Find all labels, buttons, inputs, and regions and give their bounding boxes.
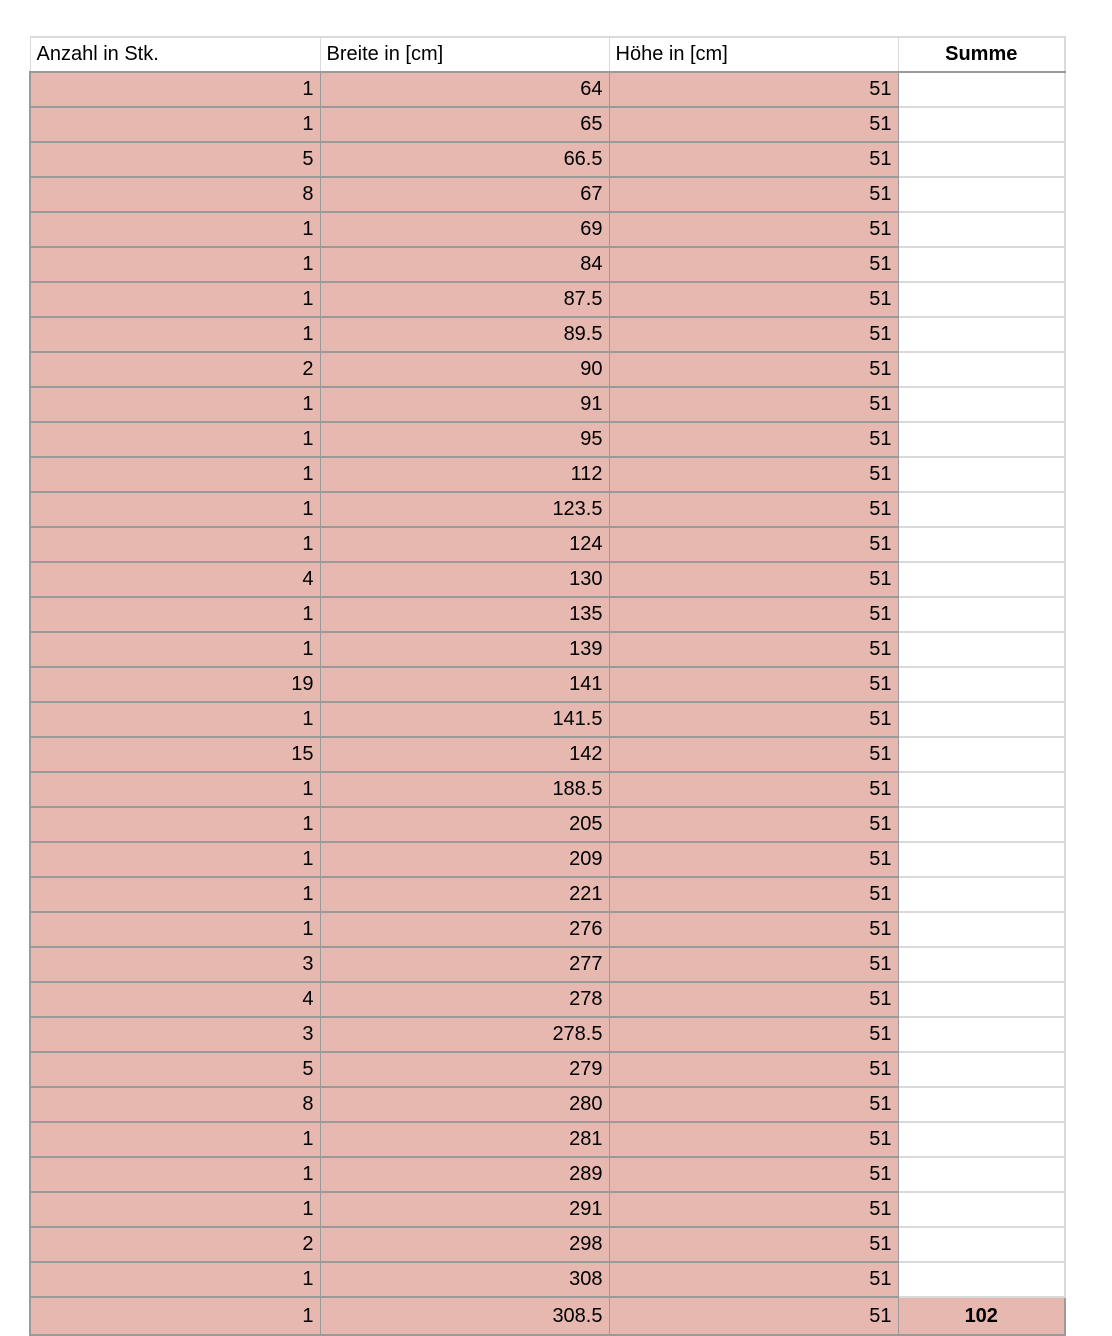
anzahl-cell[interactable]: 19: [30, 667, 320, 702]
table-row: [30, 1192, 1065, 1227]
anzahl-cell[interactable]: 1: [30, 632, 320, 667]
hoehe-cell[interactable]: 51: [609, 422, 898, 457]
breite-cell[interactable]: 308.5: [320, 1297, 609, 1335]
summe-cell[interactable]: [898, 247, 1065, 282]
hoehe-cell[interactable]: 51: [609, 597, 898, 632]
breite-cell[interactable]: 123.5: [320, 492, 609, 527]
summe-cell[interactable]: [898, 1052, 1065, 1087]
table-row: [30, 387, 1065, 422]
breite-cell[interactable]: 69: [320, 212, 609, 247]
anzahl-cell[interactable]: 3: [30, 1017, 320, 1052]
summe-cell[interactable]: [898, 597, 1065, 632]
hoehe-cell[interactable]: 51: [609, 1192, 898, 1227]
table-row: [30, 1157, 1065, 1192]
table-row: [30, 1262, 1065, 1297]
summe-cell[interactable]: [898, 702, 1065, 737]
summe-cell[interactable]: [898, 1192, 1065, 1227]
table-row: [30, 142, 1065, 177]
breite-cell[interactable]: 278.5: [320, 1017, 609, 1052]
summe-cell[interactable]: [898, 422, 1065, 457]
table-row: [30, 632, 1065, 667]
table-row: [30, 1297, 1065, 1335]
breite-cell[interactable]: 67: [320, 177, 609, 212]
breite-cell[interactable]: 142: [320, 737, 609, 772]
summe-cell[interactable]: [898, 1227, 1065, 1262]
anzahl-cell[interactable]: 1: [30, 107, 320, 142]
anzahl-cell[interactable]: 1: [30, 807, 320, 842]
summe-cell[interactable]: [898, 562, 1065, 597]
breite-cell[interactable]: 91: [320, 387, 609, 422]
table-row: [30, 72, 1065, 107]
breite-cell[interactable]: 65: [320, 107, 609, 142]
summe-cell[interactable]: [898, 107, 1065, 142]
breite-cell[interactable]: 112: [320, 457, 609, 492]
breite-cell[interactable]: 298: [320, 1227, 609, 1262]
table-row: [30, 457, 1065, 492]
summe-cell[interactable]: [898, 842, 1065, 877]
summe-cell[interactable]: [898, 492, 1065, 527]
hoehe-cell[interactable]: 51: [609, 107, 898, 142]
breite-cell[interactable]: 130: [320, 562, 609, 597]
header-summe[interactable]: Summe: [898, 37, 1065, 72]
hoehe-cell[interactable]: 51: [609, 1087, 898, 1122]
anzahl-cell[interactable]: 1: [30, 317, 320, 352]
table-row: [30, 807, 1065, 842]
breite-cell[interactable]: 289: [320, 1157, 609, 1192]
breite-cell[interactable]: 64: [320, 72, 609, 107]
anzahl-cell[interactable]: 1: [30, 492, 320, 527]
summe-cell[interactable]: [898, 912, 1065, 947]
table-row: [30, 527, 1065, 562]
summe-cell[interactable]: [898, 1262, 1065, 1297]
breite-cell[interactable]: 84: [320, 247, 609, 282]
table-row: [30, 1017, 1065, 1052]
hoehe-cell[interactable]: 51: [609, 912, 898, 947]
hoehe-cell[interactable]: 51: [609, 877, 898, 912]
anzahl-cell[interactable]: 4: [30, 562, 320, 597]
hoehe-cell[interactable]: 51: [609, 702, 898, 737]
breite-cell[interactable]: 135: [320, 597, 609, 632]
hoehe-cell[interactable]: 51: [609, 737, 898, 772]
table-row: [30, 737, 1065, 772]
anzahl-cell[interactable]: 1: [30, 1192, 320, 1227]
summe-cell[interactable]: [898, 877, 1065, 912]
summe-cell[interactable]: [898, 947, 1065, 982]
hoehe-cell[interactable]: 51: [609, 842, 898, 877]
table-row: [30, 212, 1065, 247]
hoehe-cell[interactable]: 51: [609, 982, 898, 1017]
summe-cell[interactable]: [898, 282, 1065, 317]
table-row: [30, 667, 1065, 702]
anzahl-cell[interactable]: 1: [30, 247, 320, 282]
breite-cell[interactable]: 277: [320, 947, 609, 982]
anzahl-cell[interactable]: 8: [30, 1087, 320, 1122]
summe-cell[interactable]: [898, 387, 1065, 422]
anzahl-cell[interactable]: 1: [30, 702, 320, 737]
summe-cell[interactable]: [898, 72, 1065, 107]
breite-cell[interactable]: 276: [320, 912, 609, 947]
hoehe-cell[interactable]: 51: [609, 1157, 898, 1192]
anzahl-cell[interactable]: 4: [30, 982, 320, 1017]
anzahl-cell[interactable]: 1: [30, 912, 320, 947]
summe-cell[interactable]: [898, 737, 1065, 772]
hoehe-cell[interactable]: 51: [609, 807, 898, 842]
breite-cell[interactable]: 280: [320, 1087, 609, 1122]
hoehe-cell[interactable]: 51: [609, 142, 898, 177]
table-row: [30, 877, 1065, 912]
anzahl-cell[interactable]: 15: [30, 737, 320, 772]
breite-cell[interactable]: 66.5: [320, 142, 609, 177]
anzahl-cell[interactable]: 5: [30, 1052, 320, 1087]
header-breite[interactable]: Breite in [cm]: [320, 37, 609, 72]
hoehe-cell[interactable]: 51: [609, 282, 898, 317]
summe-cell[interactable]: [898, 1157, 1065, 1192]
table-row: [30, 947, 1065, 982]
breite-cell[interactable]: 90: [320, 352, 609, 387]
table-row: [30, 1087, 1065, 1122]
hoehe-cell[interactable]: 51: [609, 212, 898, 247]
hoehe-cell[interactable]: 51: [609, 387, 898, 422]
summe-cell[interactable]: [898, 667, 1065, 702]
table-row: [30, 247, 1065, 282]
hoehe-cell[interactable]: 51: [609, 947, 898, 982]
breite-cell[interactable]: 141: [320, 667, 609, 702]
spreadsheet: [29, 36, 1064, 1336]
summe-cell[interactable]: [898, 1122, 1065, 1157]
summe-cell[interactable]: [898, 807, 1065, 842]
summe-cell[interactable]: [898, 352, 1065, 387]
hoehe-cell[interactable]: 51: [609, 352, 898, 387]
anzahl-cell[interactable]: 2: [30, 352, 320, 387]
summe-cell[interactable]: [898, 457, 1065, 492]
breite-cell[interactable]: 308: [320, 1262, 609, 1297]
hoehe-cell[interactable]: 51: [609, 772, 898, 807]
anzahl-cell[interactable]: 1: [30, 597, 320, 632]
summe-cell[interactable]: [898, 212, 1065, 247]
table-row: [30, 1052, 1065, 1087]
summe-cell[interactable]: [898, 632, 1065, 667]
summe-cell[interactable]: [898, 982, 1065, 1017]
header-anzahl[interactable]: Anzahl in Stk.: [30, 37, 320, 72]
hoehe-cell[interactable]: 51: [609, 1052, 898, 1087]
hoehe-cell[interactable]: 51: [609, 1297, 898, 1335]
table-row: [30, 282, 1065, 317]
summe-cell[interactable]: [898, 317, 1065, 352]
table-row: [30, 492, 1065, 527]
anzahl-cell[interactable]: 1: [30, 387, 320, 422]
breite-cell[interactable]: 87.5: [320, 282, 609, 317]
breite-cell[interactable]: 89.5: [320, 317, 609, 352]
summe-cell[interactable]: [898, 1087, 1065, 1122]
header-row: [30, 37, 1065, 72]
anzahl-cell[interactable]: 1: [30, 212, 320, 247]
breite-cell[interactable]: 141.5: [320, 702, 609, 737]
table-header: [30, 37, 1065, 72]
anzahl-cell[interactable]: 1: [30, 877, 320, 912]
anzahl-cell[interactable]: 2: [30, 1227, 320, 1262]
breite-cell[interactable]: 281: [320, 1122, 609, 1157]
breite-cell[interactable]: 209: [320, 842, 609, 877]
hoehe-cell[interactable]: 51: [609, 177, 898, 212]
table-row: [30, 177, 1065, 212]
table-body: [30, 72, 1065, 1335]
summe-cell[interactable]: [898, 142, 1065, 177]
table-row: [30, 1227, 1065, 1262]
hoehe-cell[interactable]: 51: [609, 632, 898, 667]
anzahl-cell[interactable]: 1: [30, 842, 320, 877]
hoehe-cell[interactable]: 51: [609, 667, 898, 702]
table-row: [30, 597, 1065, 632]
summe-cell[interactable]: [898, 527, 1065, 562]
hoehe-cell[interactable]: 51: [609, 247, 898, 282]
table-row: [30, 702, 1065, 737]
breite-cell[interactable]: 95: [320, 422, 609, 457]
hoehe-cell[interactable]: 51: [609, 72, 898, 107]
hoehe-cell[interactable]: 51: [609, 457, 898, 492]
breite-cell[interactable]: 188.5: [320, 772, 609, 807]
header-hoehe[interactable]: Höhe in [cm]: [609, 37, 898, 72]
summe-cell[interactable]: 102: [898, 1297, 1065, 1335]
table-row: [30, 842, 1065, 877]
table-row: [30, 352, 1065, 387]
anzahl-cell[interactable]: 1: [30, 72, 320, 107]
table-row: [30, 422, 1065, 457]
anzahl-cell[interactable]: 3: [30, 947, 320, 982]
summe-cell[interactable]: [898, 1017, 1065, 1052]
hoehe-cell[interactable]: 51: [609, 1262, 898, 1297]
table-row: [30, 562, 1065, 597]
anzahl-cell[interactable]: 1: [30, 422, 320, 457]
anzahl-cell[interactable]: 1: [30, 772, 320, 807]
breite-cell[interactable]: 205: [320, 807, 609, 842]
anzahl-cell[interactable]: 8: [30, 177, 320, 212]
hoehe-cell[interactable]: 51: [609, 1017, 898, 1052]
hoehe-cell[interactable]: 51: [609, 492, 898, 527]
breite-cell[interactable]: 279: [320, 1052, 609, 1087]
anzahl-cell[interactable]: 5: [30, 142, 320, 177]
table-row: [30, 107, 1065, 142]
table-row: [30, 912, 1065, 947]
breite-cell[interactable]: 124: [320, 527, 609, 562]
data-table: [29, 36, 1066, 1336]
anzahl-cell[interactable]: 1: [30, 1297, 320, 1335]
breite-cell[interactable]: 221: [320, 877, 609, 912]
breite-cell[interactable]: 291: [320, 1192, 609, 1227]
anzahl-cell[interactable]: 1: [30, 282, 320, 317]
table-row: [30, 982, 1065, 1017]
anzahl-cell[interactable]: 1: [30, 457, 320, 492]
summe-cell[interactable]: [898, 772, 1065, 807]
anzahl-cell[interactable]: 1: [30, 1157, 320, 1192]
anzahl-cell[interactable]: 1: [30, 1262, 320, 1297]
anzahl-cell[interactable]: 1: [30, 1122, 320, 1157]
hoehe-cell[interactable]: 51: [609, 562, 898, 597]
breite-cell[interactable]: 139: [320, 632, 609, 667]
breite-cell[interactable]: 278: [320, 982, 609, 1017]
hoehe-cell[interactable]: 51: [609, 1227, 898, 1262]
hoehe-cell[interactable]: 51: [609, 527, 898, 562]
anzahl-cell[interactable]: 1: [30, 527, 320, 562]
hoehe-cell[interactable]: 51: [609, 1122, 898, 1157]
summe-cell[interactable]: [898, 177, 1065, 212]
hoehe-cell[interactable]: 51: [609, 317, 898, 352]
table-row: [30, 1122, 1065, 1157]
table-row: [30, 772, 1065, 807]
table-row: [30, 317, 1065, 352]
